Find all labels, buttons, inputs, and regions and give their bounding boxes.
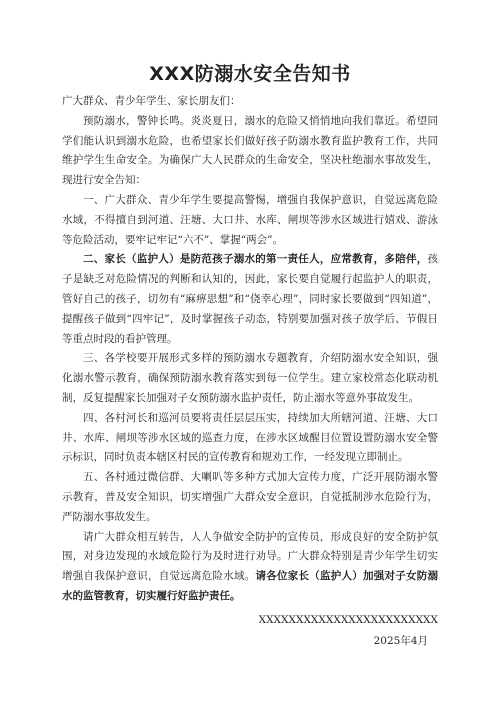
- notice-title: XXX防溺水安全告知书: [149, 63, 351, 85]
- paragraph-item-1-text: 一、广大群众、青少年学生要提高警惕，增强自我保护意识，自觉远离危险水域，不得擅自到河道、汪塘、大口井、水库、闸坝等涉水区域进行嬉戏、游泳等危险活动，要牢记牢记“六不”、掌握“两会”。: [62, 193, 438, 246]
- salutation: 广大群众、青少年学生、家长朋友们：: [62, 95, 241, 107]
- paragraph-intro: [62, 112, 438, 191]
- issue-date: 2025年4月: [373, 634, 428, 647]
- paragraph-item-2-text: 孩子是缺乏对危险情况的判断和认知的，因此，家长要自觉履行起监护人的职责，管好自己的孩子，切勿有“麻痹思想”和“侥幸心理”，同时家长要做到“四知道”，提醒孩子做到“四牢记”，及时掌握孩子动态，特别要加强对孩子放学后、节假日等重点时段的看护管理。: [62, 253, 438, 345]
- paragraph-item-3: [62, 349, 438, 408]
- paragraph-item-2-bold: 二、家长（监护人）是防范孩子溺水的第一责任人，应常教育，多陪伴，: [83, 253, 428, 266]
- paragraph-item-5-text: 五、各村通过微信群、大喇叭等多种方式加大宣传力度，广泛开展防溺水警示教育，普及安全知识，切实增强广大群众安全意识，自觉抵制涉水危险行为，严防溺水事故发生。: [62, 471, 438, 523]
- paragraph-intro-text: 预防溺水，警钟长鸣。炎炎夏日，溺水的危险又悄悄地向我们靠近。希望同学们能认识到溺水危险，也希望家长们做好孩子防溺水教育监护教育工作，共同维护学生生命安全。为确保广大人民群众的生命安全，坚决杜绝溺水事故发生，现进行安全告知：: [62, 114, 438, 187]
- paragraph-closing-bold: 请各位家长（监护人）加强对子女防溺水的监管教育，切实履行好监护责任。: [62, 570, 438, 602]
- paragraph-item-4-text: 四、各村河长和巡河员要将责任层层压实，持续加大所辖河道、汪塘、大口井、水库、闸坝等涉水区域的巡查力度，在涉水区域醒目位置设置防溺水安全警示标识，同时负责本辖区村民的宣传教育和规劝工作，一经发现立即制止。: [62, 411, 438, 464]
- signature: XXXXXXXXXXXXXXXXXXXXXXXX: [258, 613, 438, 626]
- paragraph-item-4: [62, 409, 438, 468]
- paragraph-item-2: [62, 250, 438, 349]
- paragraph-item-1: [62, 191, 438, 250]
- paragraph-item-5: [62, 468, 438, 527]
- paragraph-item-3-text: 三、各学校要开展形式多样的预防溺水专题教育，介绍防溺水安全知识，强化溺水警示教育，确保预防溺水教育落实到每一位学生。建立家校常态化联动机制，反复提醒家长加强对子女预防溺水监护责任，防止溺水等意外事故发生。: [62, 352, 438, 404]
- paragraph-closing: [62, 528, 438, 607]
- paragraph-closing-text: 请广大群众相互转告，人人争做安全防护的宣传员，形成良好的安全防护氛围，对身边发现的水域危险行为及时进行劝导。广大群众特别是青少年学生切实增强自我保护意识，自觉远离危险水域。: [62, 530, 438, 583]
